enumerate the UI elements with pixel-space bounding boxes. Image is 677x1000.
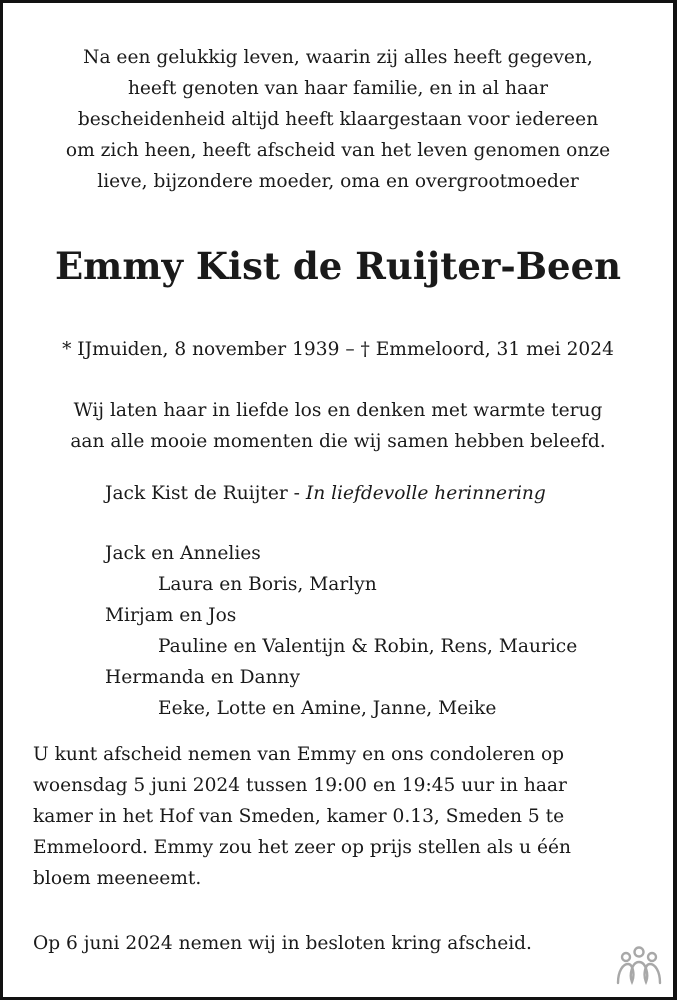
intro-line: lieve, bijzondere moeder, oma en overgrootmoeder	[97, 171, 579, 192]
family-children: Pauline en Valentijn & Robin, Rens, Maurice	[158, 636, 578, 657]
birth-death-dates: * IJmuiden, 8 november 1939 – † Emmeloord, 31 mei 2024	[62, 339, 614, 360]
intro-line: heeft genoten van haar familie, en in al haar	[127, 78, 549, 99]
visitation-line: woensdag 5 juni 2024 tussen 19:00 en 19:45 uur in haar	[33, 775, 567, 796]
family-parents: Jack en Annelies	[105, 543, 261, 564]
family-children: Eeke, Lotte en Amine, Janne, Meike	[158, 698, 497, 719]
visitation-line: kamer in het Hof van Smeden, kamer 0.13, Smeden 5 te	[33, 806, 565, 827]
family-group-icon	[615, 945, 663, 985]
spouse-note: In liefdevolle herinnering	[305, 483, 546, 504]
visitation-line: Emmeloord. Emmy zou het zeer op prijs stellen als u één	[33, 837, 571, 858]
intro-line: Na een gelukkig leven, waarin zij alles heeft gegeven,	[83, 47, 593, 68]
intro-line: bescheidenheid altijd heeft klaargestaan voor iedereen	[77, 109, 599, 130]
family-parents: Mirjam en Jos	[105, 605, 237, 626]
spouse-name: Jack Kist de Ruijter -	[105, 483, 306, 504]
visitation-line: U kunt afscheid nemen van Emmy en ons condoleren op	[33, 744, 565, 765]
intro-line: om zich heen, heeft afscheid van het leven genomen onze	[65, 140, 611, 161]
family-children: Laura en Boris, Marlyn	[158, 574, 377, 595]
visitation-line: bloem meeneemt.	[33, 868, 202, 889]
message-line: Wij laten haar in liefde los en denken met warmte terug	[73, 400, 603, 421]
message-line: aan alle mooie momenten die wij samen hebben beleefd.	[70, 431, 606, 452]
deceased-name: Emmy Kist de Ruijter-Been	[54, 244, 622, 288]
family-parents: Hermanda en Danny	[105, 667, 301, 688]
spouse-line	[105, 478, 546, 509]
closing-line: Op 6 juni 2024 nemen wij in besloten kring afscheid.	[33, 933, 532, 954]
